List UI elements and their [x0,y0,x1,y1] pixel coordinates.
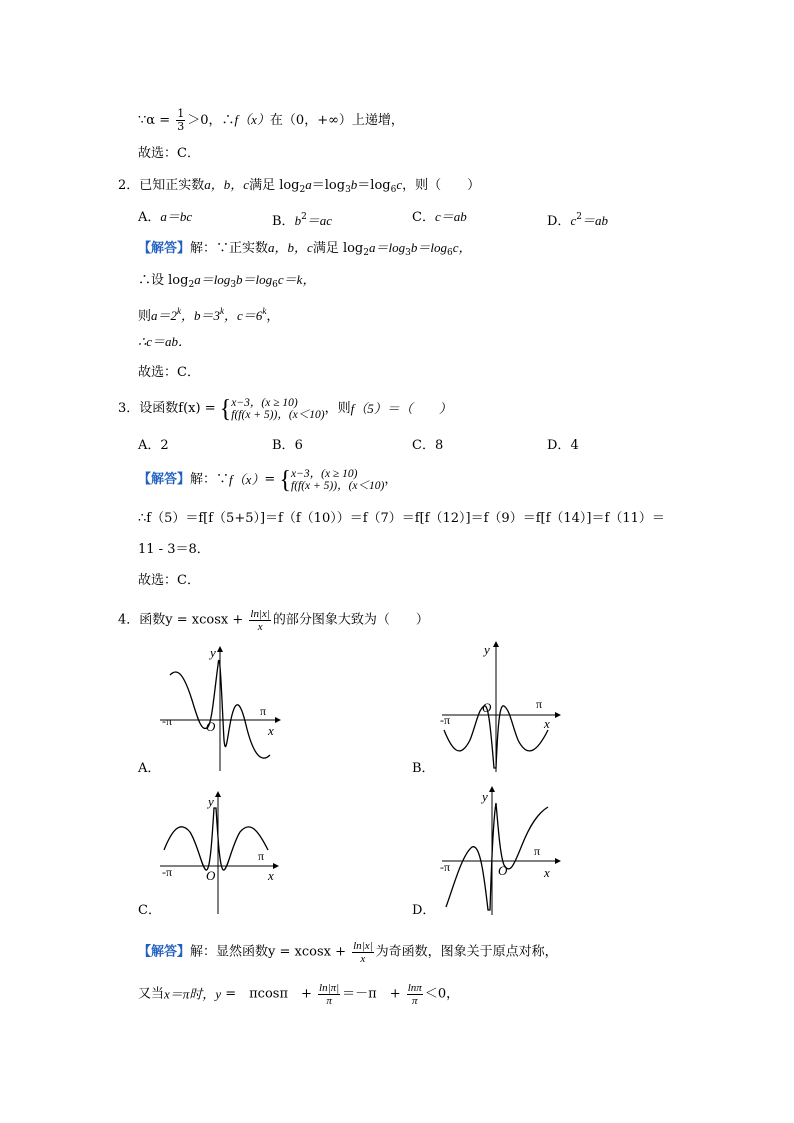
sub-3: 3 [345,185,351,195]
answer-text: 为奇函数，图象关于原点对称， [375,944,558,960]
case-2: f(f(x + 5))，(x＜10) [231,409,325,421]
option-text: c＝ab [434,209,467,224]
curve [446,803,548,910]
graph-a [150,645,290,775]
because-alpha: ∵α [138,113,156,128]
option-text: a＝bc [160,209,193,224]
pi-label: π [534,844,541,858]
var-c: c [396,177,403,192]
step-text: ， [266,309,280,324]
frac-num: ln|π| [319,982,340,994]
y-label: y [482,789,488,804]
q3-option-b [272,437,303,455]
frac-den: π [326,995,332,1007]
q3-stem [118,397,452,421]
origin-label: O [498,863,508,878]
option-label: A． [138,210,161,225]
q2-step1 [138,271,315,294]
line-monotonic [138,108,404,133]
sub-3: 3 [230,280,237,290]
sub-6: 6 [446,248,453,258]
answer-text: 解：显然函数y = xcosx + [190,944,346,960]
sub-2: 2 [188,280,195,290]
piecewise [291,468,384,492]
x-label: x [268,868,274,883]
q2-option-a [138,208,192,227]
option-text: ＝ac [306,213,333,228]
q4-stem-a: 4．函数y = xcosx + [118,612,244,628]
q2-option-c [412,208,467,227]
sup-k: k [220,306,225,316]
text-positive: ＞0，∴ [187,113,235,128]
q3-answer-line [138,468,397,492]
answer-fx: f（x） [229,472,265,487]
line-text: = πcosπ + [225,986,312,1002]
q2-stem [118,176,480,199]
fraction-lnx-over-x [249,608,271,633]
q4-answer-line [138,940,558,965]
sub-3: 3 [405,248,411,258]
line-text: 又当 [138,986,165,1002]
text-increasing: 在（0，+∞）上递增， [269,113,404,128]
sup-k: k [262,306,267,316]
option-label: D． [547,438,571,453]
q2-answer-line [138,239,472,262]
step-text: c＝k， [277,272,316,287]
q2-step3: ∴c＝ab． [138,334,192,349]
x-label: x [268,723,274,738]
brace: { [219,395,232,423]
answer-text: ， [384,472,398,487]
q2-option-b [272,208,332,231]
y-label: y [210,645,216,660]
answer-tag: 【解答】 [138,944,191,960]
graph-b [432,640,572,775]
q3-choice: 故选：C． [138,573,200,588]
frac-num: 1 [177,107,185,120]
origin-label: O [206,719,216,734]
neg-pi-label: -π [440,860,451,874]
graph-d-label: D． [412,903,436,918]
sup-k: k [177,306,182,316]
choice-line: 故选：C． [138,146,200,161]
q3-option-a [138,437,169,455]
pi-label: π [260,704,267,718]
option-label: A． [138,438,161,453]
option-text: b [294,213,302,228]
curve [164,808,268,870]
answer-text: 解：∵ [190,472,230,487]
fraction-one-third [176,108,185,133]
option-text: 2 [160,438,169,453]
sub-6: 6 [272,280,278,290]
q2-stem-d: ，则（ ） [402,178,481,193]
fraction-lnpi-pi [407,982,423,1007]
graph-c [150,790,290,920]
frac-den: x [360,953,366,965]
step-text: a＝2 [151,308,178,323]
line-text: ＜0， [424,986,460,1002]
x-label: x [544,716,550,731]
option-sup: 2 [301,212,307,222]
q2-vars: a，b，c [204,177,250,192]
case-1: x−3，(x ≥ 10) [291,468,358,480]
fx-text: f（x） [234,112,270,127]
sub-6: 6 [390,185,397,195]
origin-label: O [206,868,216,883]
fraction-lnx-over-x [352,940,374,965]
q3-chain: ∴f（5）＝f[f（5+5）]＝f（f（10））＝f（7）＝f[f（12）]＝f（9）＝f[f（14）]＝f（11）＝ [138,511,665,526]
option-sup: 2 [576,212,582,222]
pi-label: π [536,697,543,711]
sub-2: 2 [299,185,306,195]
var-b: b [350,177,358,192]
q4-stem [118,608,429,633]
option-text: 4 [570,438,579,453]
frac-den: π [412,995,418,1007]
sub-2: 2 [363,248,369,258]
q2-choice: 故选：C． [138,365,200,380]
neg-pi-label: -π [440,713,451,727]
step-text: ∴设 log [138,273,189,288]
answer-text: c， [452,240,472,255]
q2-stem-c: 满足 log [249,178,300,193]
line-text: ＝－π + [342,986,401,1002]
option-label: B． [272,214,295,229]
answer-vars: a，b，c [268,240,313,255]
step-text: 则 [138,309,152,324]
answer-tag: 【解答】 [138,472,191,487]
case-2: f(f(x + 5))，(x＜10) [291,480,385,492]
graph-b-label: B． [412,761,435,776]
pi-label: π [258,849,265,863]
q4-line-2 [138,982,459,1007]
frac-den: 3 [177,120,185,133]
q3-stem-c: f（5）＝（ ） [350,401,452,416]
q2-step2 [138,302,279,326]
frac-num: ln|x| [353,940,373,952]
graph-a-label: A． [138,761,161,776]
frac-den: x [257,621,263,633]
option-text: c [570,213,577,228]
step-text: b＝log [236,272,273,287]
q3-option-d [547,437,579,455]
eq-log: ＝log [311,178,346,193]
y-label: y [484,642,490,657]
eq-log: ＝log [357,178,391,193]
q3-option-c [412,437,443,455]
frac-num: lnπ [407,982,422,994]
q3-stem-a: 3．设函数f(x) = [118,401,216,416]
answer-text: 满足 log [312,241,364,256]
q4-stem-b: 的部分图象大致为（ ） [272,612,429,628]
y-label: y [208,794,214,809]
var-a: a [305,177,312,192]
line-text: y [215,986,222,1002]
option-text: 8 [434,438,444,453]
q3-stem-b: ，则 [324,401,351,416]
answer-tag: 【解答】 [138,241,191,256]
answer-text: b＝log [410,240,447,255]
x-label: x [544,865,550,880]
fraction-ln-pi [318,982,340,1007]
option-text: 6 [294,438,303,453]
q2-stem-a: 2．已知正实数 [118,178,205,193]
option-label: C． [412,438,435,453]
step-text: ，b＝3 [181,308,221,323]
neg-pi-label: -π [162,865,173,879]
brace: { [279,466,291,494]
graph-d [432,785,572,920]
origin-label: O [482,700,492,715]
equals-sign: = [159,113,171,128]
answer-text: a＝log [369,240,406,255]
option-label: D． [547,214,571,229]
option-label: B． [272,438,295,453]
step-text: a＝log [194,272,231,287]
piecewise [231,397,324,421]
answer-text: 解：∵正实数 [190,241,269,256]
graph-c-label: C． [138,903,161,918]
line-text: x＝π时， [164,986,216,1002]
frac-num: ln|x| [250,608,270,620]
option-label: C． [412,210,435,225]
equals-sign: = [264,472,276,487]
case-1: x−3，(x ≥ 10) [231,397,298,409]
q2-option-d [547,208,608,231]
q3-chain-2: 11 - 3＝8． [138,542,210,557]
option-text: ＝ab [581,213,608,228]
step-text: ，c＝6 [224,308,263,323]
neg-pi-label: -π [162,714,173,728]
